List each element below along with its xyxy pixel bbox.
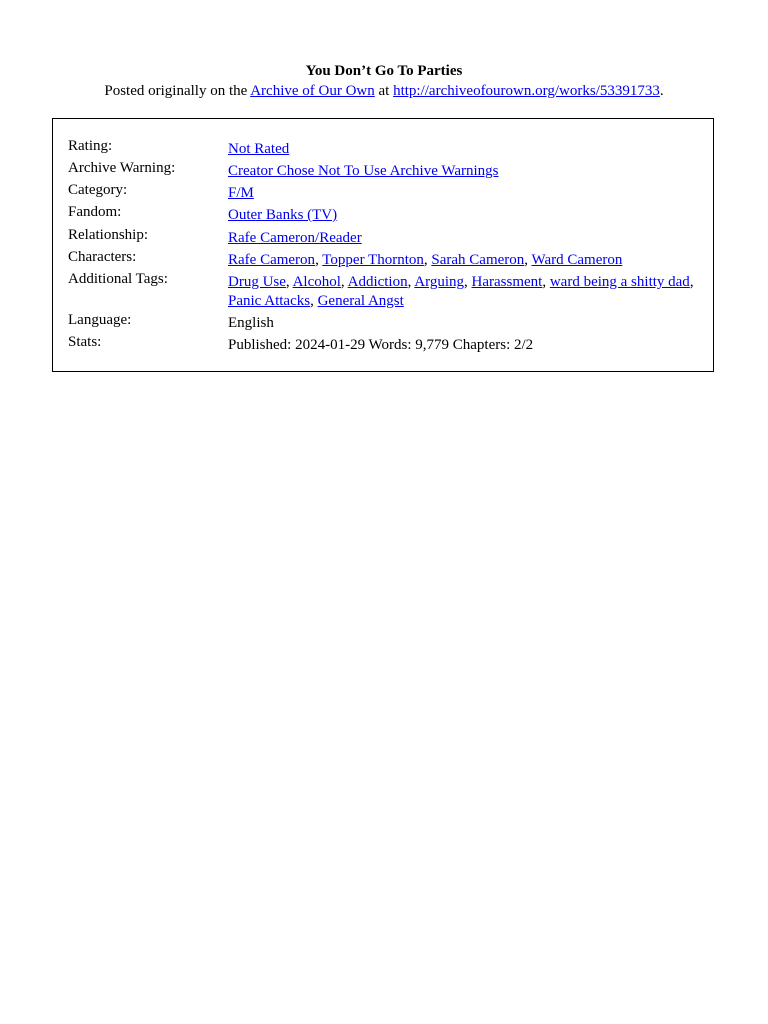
- warning-label: Archive Warning:: [68, 160, 176, 176]
- language-label: Language:: [68, 312, 132, 328]
- additional-tags-list: [228, 273, 701, 311]
- tag-separator: ,: [285, 274, 293, 290]
- tag-link[interactable]: Topper Thornton: [322, 252, 424, 268]
- work-metadata-box: [52, 118, 714, 372]
- tag-separator: ,: [315, 252, 323, 268]
- relationship-tags: [228, 229, 701, 248]
- posted-suffix: .: [659, 83, 664, 99]
- tag-link[interactable]: F/M: [228, 185, 254, 201]
- tag-separator: ,: [407, 274, 415, 290]
- category-tags: [228, 184, 701, 203]
- work-url-link[interactable]: http://archiveofourown.org/works/53391733: [393, 83, 660, 99]
- work-header: [0, 62, 768, 101]
- tag-separator: ,: [689, 274, 694, 290]
- rating-label: Rating:: [68, 138, 113, 154]
- tag-separator: ,: [423, 252, 432, 268]
- tag-link[interactable]: Harassment: [471, 274, 543, 290]
- posted-line: [0, 82, 768, 101]
- tag-link[interactable]: Creator Chose Not To Use Archive Warnings: [228, 163, 499, 179]
- relationship-label: Relationship:: [68, 227, 148, 243]
- tag-link[interactable]: Drug Use: [228, 274, 286, 290]
- tag-link[interactable]: Addiction: [347, 274, 408, 290]
- tag-link[interactable]: Alcohol: [292, 274, 341, 290]
- work-title: You Don’t Go To Parties: [305, 63, 463, 79]
- tag-separator: ,: [340, 274, 348, 290]
- additional-tags-label: Additional Tags:: [68, 271, 168, 287]
- tag-link[interactable]: General Angst: [317, 293, 404, 309]
- tag-link[interactable]: Ward Cameron: [531, 252, 623, 268]
- tag-separator: ,: [310, 293, 318, 309]
- posted-prefix: Posted originally on the: [104, 83, 251, 99]
- fandom-tags: [228, 206, 701, 225]
- tag-link[interactable]: Panic Attacks: [228, 293, 311, 309]
- fandom-label: Fandom:: [68, 204, 122, 220]
- tag-link[interactable]: Rafe Cameron/Reader: [228, 230, 362, 246]
- tag-link[interactable]: Not Rated: [228, 141, 290, 157]
- characters-label: Characters:: [68, 249, 137, 265]
- category-label: Category:: [68, 182, 128, 198]
- tag-link[interactable]: Rafe Cameron: [228, 252, 316, 268]
- tag-separator: ,: [542, 274, 550, 290]
- tag-link[interactable]: Outer Banks (TV): [228, 207, 338, 223]
- tag-link[interactable]: Sarah Cameron: [431, 252, 525, 268]
- archive-link[interactable]: Archive of Our Own: [250, 83, 375, 99]
- warning-tags: [228, 162, 701, 181]
- characters-tags: [228, 251, 701, 270]
- rating-tags: [228, 140, 701, 159]
- language-value: English: [228, 315, 274, 331]
- posted-middle: at: [374, 83, 394, 99]
- stats-value: Published: 2024-01-29 Words: 9,779 Chapters: 2/2: [228, 337, 534, 353]
- tag-link[interactable]: Arguing: [414, 274, 465, 290]
- tag-separator: ,: [464, 274, 472, 290]
- tag-separator: ,: [524, 252, 532, 268]
- stats-label: Stats:: [68, 334, 102, 350]
- tag-link[interactable]: ward being a shitty dad: [549, 274, 690, 290]
